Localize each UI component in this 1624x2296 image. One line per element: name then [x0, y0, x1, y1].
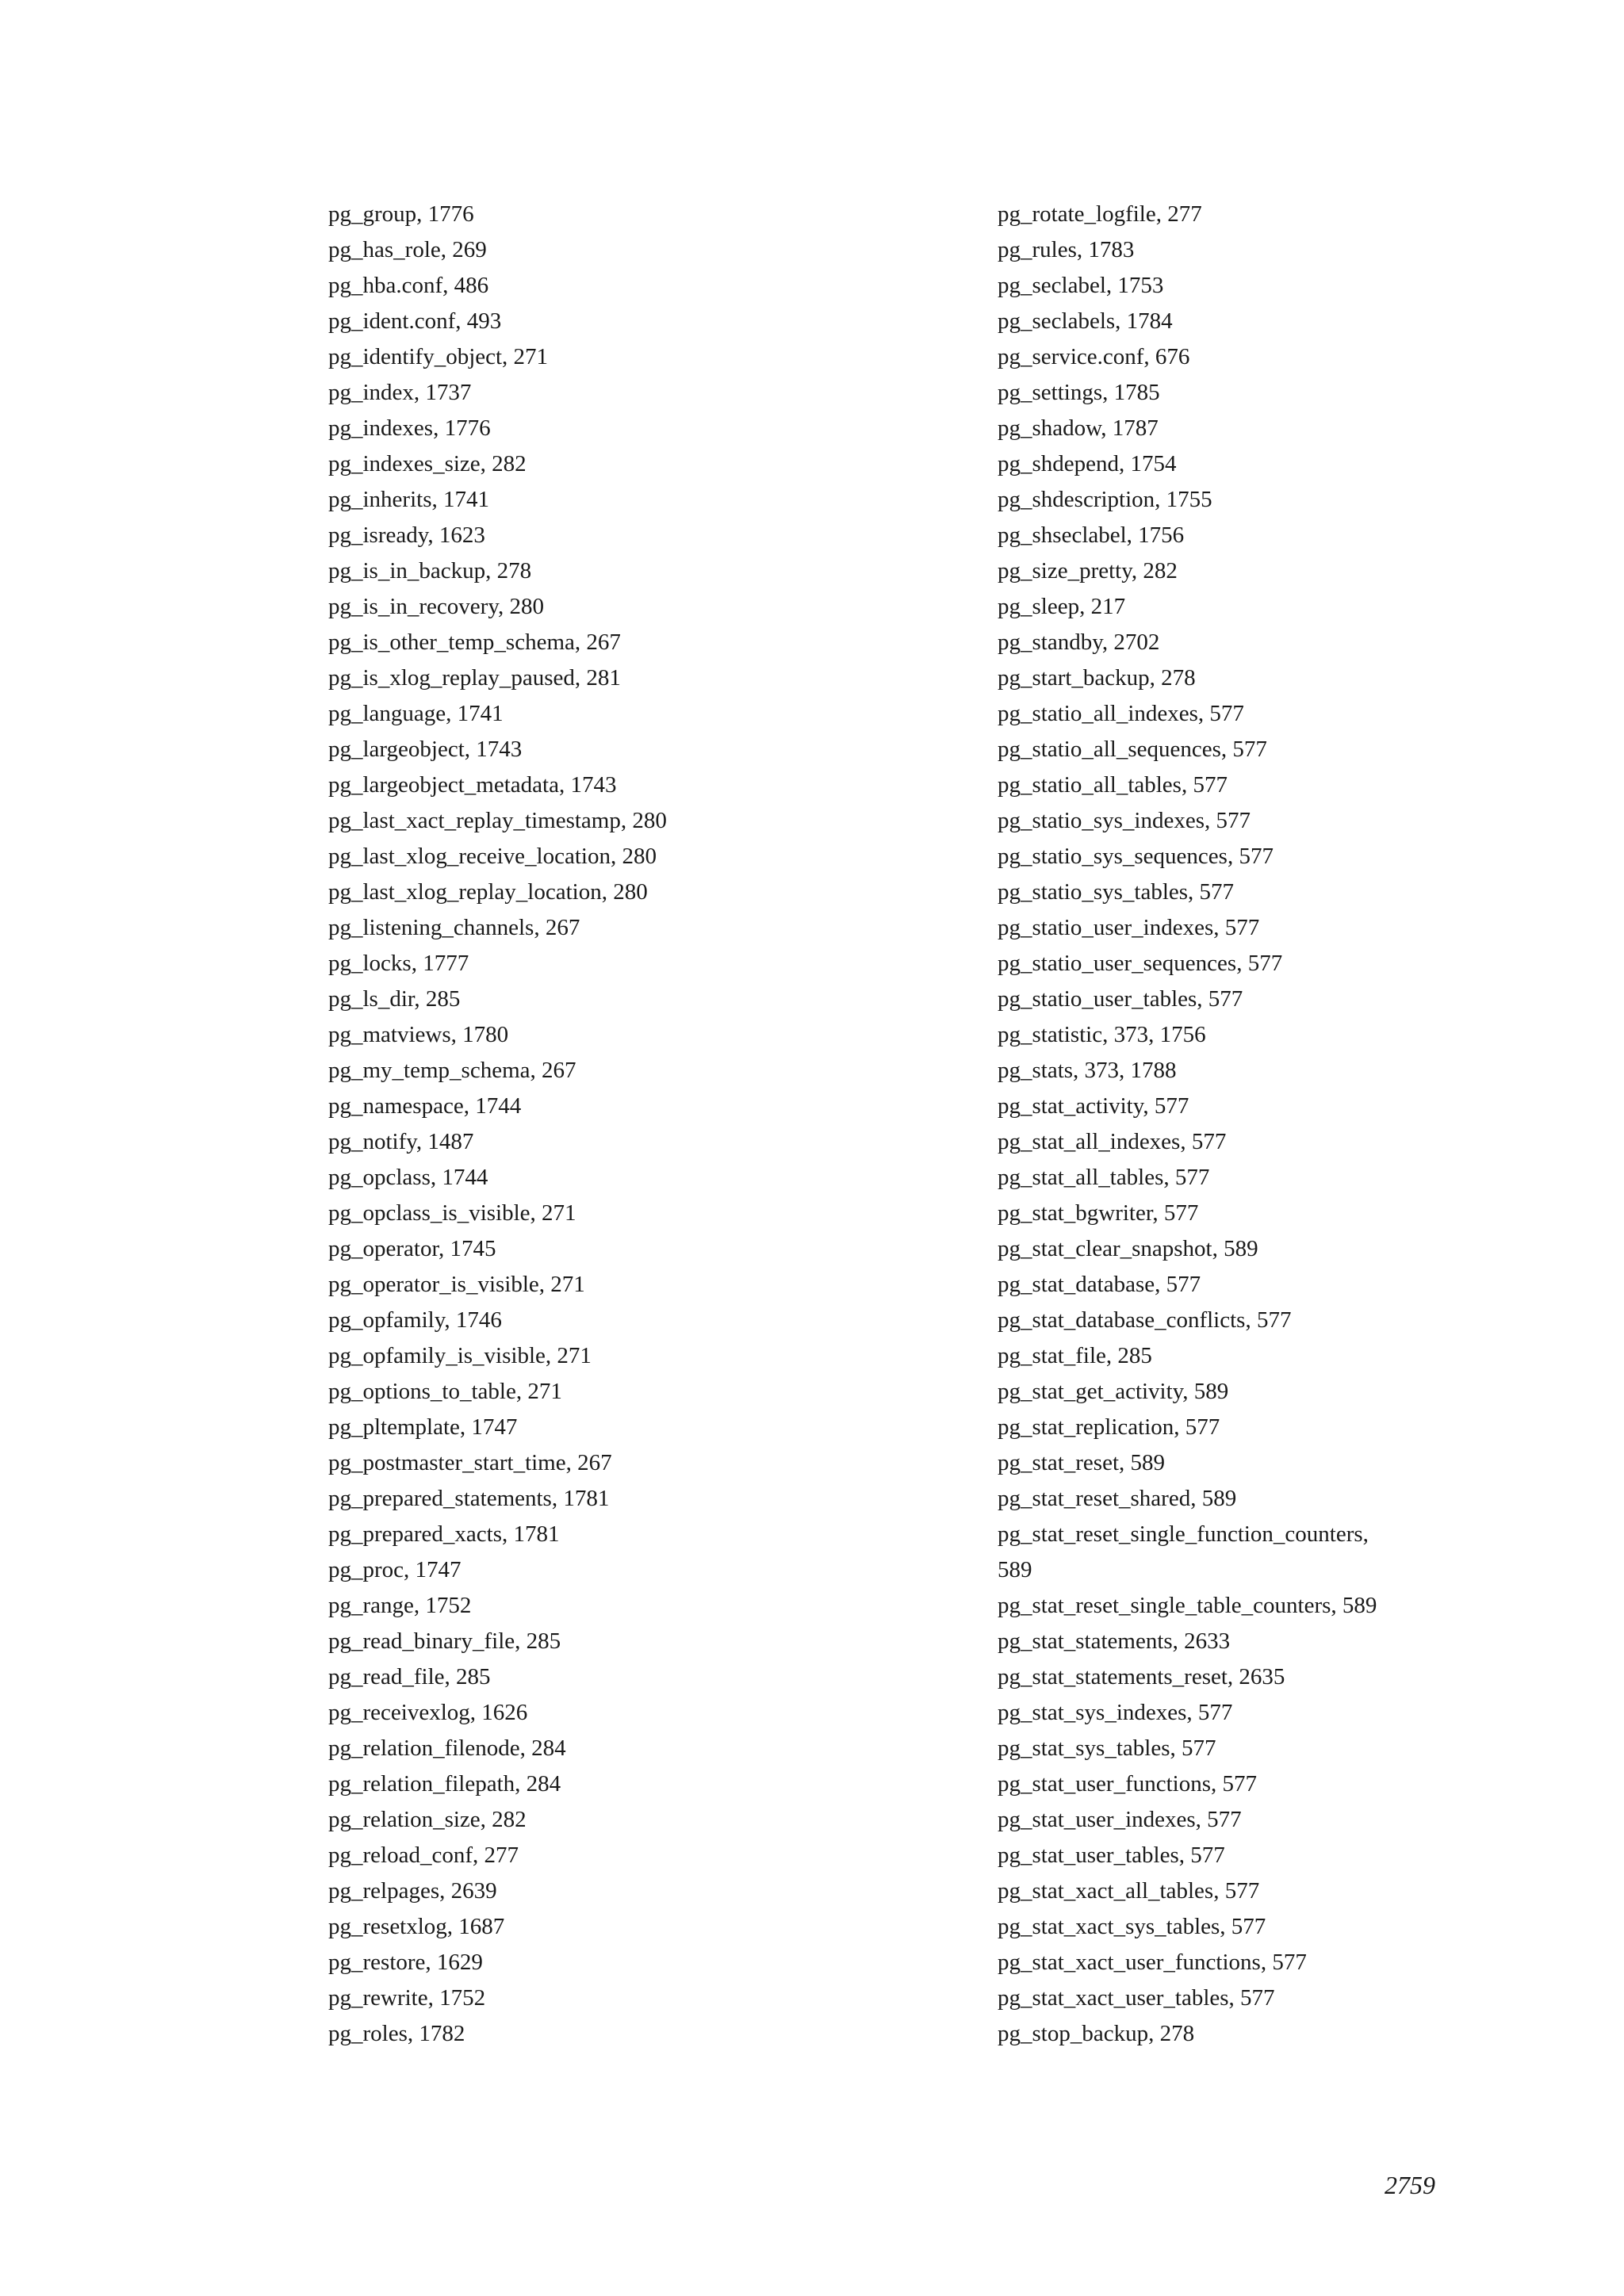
index-entry: pg_identify_object, 271 — [328, 344, 549, 369]
index-entry: pg_settings, 1785 — [998, 380, 1160, 405]
index-entry: pg_reload_conf, 277 — [328, 1843, 519, 1868]
index-entry: pg_statio_sys_tables, 577 — [998, 879, 1235, 905]
index-entry: pg_stat_user_tables, 577 — [998, 1843, 1225, 1868]
index-entry: pg_stat_statements_reset, 2635 — [998, 1664, 1285, 1689]
index-entry: pg_relation_size, 282 — [328, 1807, 527, 1832]
index-entry: pg_proc, 1747 — [328, 1557, 462, 1582]
index-entry: pg_listening_channels, 267 — [328, 915, 580, 940]
index-entry: pg_indexes_size, 282 — [328, 451, 527, 476]
index-entry: pg_is_in_recovery, 280 — [328, 594, 544, 619]
index-entry: pg_service.conf, 676 — [998, 344, 1190, 369]
index-entry: pg_shadow, 1787 — [998, 415, 1159, 441]
index-entry: pg_hba.conf, 486 — [328, 273, 489, 298]
index-entry: pg_stat_database_conflicts, 577 — [998, 1307, 1292, 1333]
index-entry: pg_is_in_backup, 278 — [328, 558, 532, 584]
index-entry: pg_opclass, 1744 — [328, 1165, 488, 1190]
index-entry: pg_sleep, 217 — [998, 594, 1126, 619]
index-entry: pg_pltemplate, 1747 — [328, 1414, 518, 1440]
index-entry: pg_shseclabel, 1756 — [998, 522, 1185, 548]
index-entry: pg_stat_replication, 577 — [998, 1414, 1220, 1440]
index-entry: pg_isready, 1623 — [328, 522, 485, 548]
index-entry: pg_rotate_logfile, 277 — [998, 201, 1202, 227]
index-entry: pg_stat_reset_single_table_counters, 589 — [998, 1593, 1377, 1618]
index-entry: pg_statio_all_indexes, 577 — [998, 701, 1244, 726]
index-entry: pg_statio_user_indexes, 577 — [998, 915, 1260, 940]
index-entry: pg_stat_xact_sys_tables, 577 — [998, 1914, 1266, 1939]
index-entry: pg_range, 1752 — [328, 1593, 472, 1618]
index-entry: pg_statio_user_sequences, 577 — [998, 951, 1283, 976]
index-column-left — [328, 197, 788, 2052]
index-entry: pg_stat_reset_single_function_counters, — [998, 1521, 1369, 1547]
index-entry: pg_stat_all_indexes, 577 — [998, 1129, 1227, 1154]
index-entry: pg_opfamily, 1746 — [328, 1307, 502, 1333]
index-entry: pg_last_xlog_receive_location, 280 — [328, 844, 657, 869]
index-entry: pg_stats, 373, 1788 — [998, 1058, 1177, 1083]
index-entry: pg_resetxlog, 1687 — [328, 1914, 505, 1939]
index-entry: pg_statio_user_tables, 577 — [998, 986, 1243, 1012]
index-entry: pg_stat_get_activity, 589 — [998, 1379, 1229, 1404]
index-entry: pg_read_file, 285 — [328, 1664, 491, 1689]
index-entry: pg_statio_sys_indexes, 577 — [998, 808, 1251, 833]
index-entry: pg_is_xlog_replay_paused, 281 — [328, 665, 621, 691]
index-entry: pg_rewrite, 1752 — [328, 1985, 486, 2011]
index-entry: pg_ls_dir, 285 — [328, 986, 461, 1012]
index-entry: pg_last_xlog_replay_location, 280 — [328, 879, 648, 905]
index-entry: 589 — [998, 1557, 1032, 1582]
index-entry: pg_last_xact_replay_timestamp, 280 — [328, 808, 667, 833]
index-entry: pg_read_binary_file, 285 — [328, 1628, 561, 1654]
index-entry: pg_stat_user_functions, 577 — [998, 1771, 1258, 1797]
index-entry: pg_opfamily_is_visible, 271 — [328, 1343, 592, 1368]
index-entry: pg_namespace, 1744 — [328, 1093, 522, 1119]
index-entry: pg_opclass_is_visible, 271 — [328, 1200, 576, 1226]
index-entry: pg_stat_reset_shared, 589 — [998, 1486, 1237, 1511]
index-entry: pg_notify, 1487 — [328, 1129, 474, 1154]
index-entry: pg_ident.conf, 493 — [328, 308, 502, 334]
index-entry: pg_stat_bgwriter, 577 — [998, 1200, 1199, 1226]
index-entry: pg_stat_sys_indexes, 577 — [998, 1700, 1233, 1725]
index-entry: pg_stat_activity, 577 — [998, 1093, 1189, 1119]
index-entry: pg_shdepend, 1754 — [998, 451, 1177, 476]
index-entry: pg_stat_xact_user_tables, 577 — [998, 1985, 1275, 2011]
index-entry: pg_my_temp_schema, 267 — [328, 1058, 576, 1083]
index-entry: pg_options_to_table, 271 — [328, 1379, 562, 1404]
index-entry: pg_stat_xact_user_functions, 577 — [998, 1950, 1307, 1975]
index-entry: pg_statio_all_sequences, 577 — [998, 737, 1267, 762]
page-number: 2759 — [1385, 2171, 1435, 2199]
index-entry: pg_language, 1741 — [328, 701, 504, 726]
index-entry: pg_matviews, 1780 — [328, 1022, 509, 1047]
index-entry: pg_is_other_temp_schema, 267 — [328, 629, 621, 655]
index-entry: pg_postmaster_start_time, 267 — [328, 1450, 612, 1475]
index-entry: pg_locks, 1777 — [328, 951, 469, 976]
index-entry: pg_largeobject_metadata, 1743 — [328, 772, 617, 798]
index-entry: pg_shdescription, 1755 — [998, 487, 1212, 512]
index-entry: pg_statio_all_tables, 577 — [998, 772, 1228, 798]
index-entry: pg_inherits, 1741 — [328, 487, 489, 512]
index-entry: pg_stat_clear_snapshot, 589 — [998, 1236, 1258, 1261]
index-entry: pg_start_backup, 278 — [998, 665, 1196, 691]
index-entry: pg_relpages, 2639 — [328, 1878, 497, 1904]
index-entry: pg_statistic, 373, 1756 — [998, 1022, 1206, 1047]
index-column-right — [998, 197, 1442, 2052]
index-entry: pg_relation_filenode, 284 — [328, 1735, 566, 1761]
index-entry: pg_prepared_statements, 1781 — [328, 1486, 610, 1511]
index-entry: pg_roles, 1782 — [328, 2021, 465, 2046]
index-entry: pg_stat_statements, 2633 — [998, 1628, 1231, 1654]
index-entry: pg_stat_xact_all_tables, 577 — [998, 1878, 1260, 1904]
index-entry: pg_largeobject, 1743 — [328, 737, 523, 762]
index-entry: pg_index, 1737 — [328, 380, 472, 405]
index-entry: pg_operator_is_visible, 271 — [328, 1272, 585, 1297]
index-entry: pg_seclabel, 1753 — [998, 273, 1164, 298]
index-entry: pg_rules, 1783 — [998, 237, 1135, 262]
index-entry: pg_stat_all_tables, 577 — [998, 1165, 1210, 1190]
index-entry: pg_statio_sys_sequences, 577 — [998, 844, 1274, 869]
index-entry: pg_operator, 1745 — [328, 1236, 496, 1261]
index-entry: pg_standby, 2702 — [998, 629, 1160, 655]
index-entry: pg_relation_filepath, 284 — [328, 1771, 561, 1797]
index-entry: pg_receivexlog, 1626 — [328, 1700, 528, 1725]
index-entry: pg_stat_sys_tables, 577 — [998, 1735, 1216, 1761]
index-entry: pg_prepared_xacts, 1781 — [328, 1521, 560, 1547]
index-entry: pg_stat_reset, 589 — [998, 1450, 1166, 1475]
index-entry: pg_size_pretty, 282 — [998, 558, 1178, 584]
index-entry: pg_indexes, 1776 — [328, 415, 491, 441]
index-entry: pg_seclabels, 1784 — [998, 308, 1173, 334]
index-entry: pg_stop_backup, 278 — [998, 2021, 1195, 2046]
index-entry: pg_group, 1776 — [328, 201, 474, 227]
index-entry: pg_stat_user_indexes, 577 — [998, 1807, 1242, 1832]
index-entry: pg_stat_database, 577 — [998, 1272, 1201, 1297]
index-entry: pg_restore, 1629 — [328, 1950, 483, 1975]
index-entry: pg_has_role, 269 — [328, 237, 487, 262]
index-entry: pg_stat_file, 285 — [998, 1343, 1152, 1368]
